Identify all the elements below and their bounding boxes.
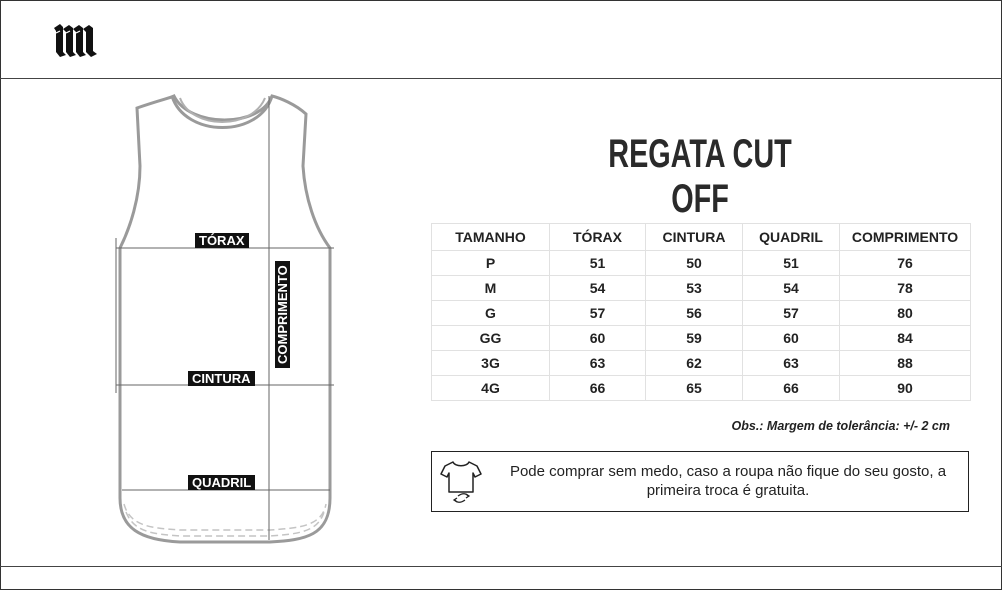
quadril-cell: 63 (743, 351, 840, 376)
torax-cell: 54 (550, 276, 646, 301)
quadril-cell: 66 (743, 376, 840, 401)
table-row (432, 301, 971, 326)
quadril-cell: 60 (743, 326, 840, 351)
header-quadril: QUADRIL (743, 224, 840, 251)
comprimento-label: COMPRIMENTO (275, 261, 290, 368)
torax-label: TÓRAX (195, 233, 249, 248)
table-row (432, 376, 971, 401)
header-comprimento: COMPRIMENTO (840, 224, 971, 251)
table-row (432, 326, 971, 351)
product-title: REGATA CUT OFF (608, 132, 792, 221)
cintura-cell: 59 (646, 326, 743, 351)
torax-cell: 57 (550, 301, 646, 326)
cintura-cell: 56 (646, 301, 743, 326)
tolerance-note: Obs.: Margem de tolerância: +/- 2 cm (731, 419, 950, 433)
cintura-cell: 50 (646, 251, 743, 276)
brand-logo (52, 22, 98, 58)
header-divider (0, 78, 1002, 79)
size-cell: G (432, 301, 550, 326)
quadril-label: QUADRIL (188, 475, 255, 490)
footer-divider (0, 566, 1002, 567)
cintura-cell: 65 (646, 376, 743, 401)
comprimento-cell: 78 (840, 276, 971, 301)
shirt-exchange-icon (440, 459, 482, 505)
header-tamanho: TAMANHO (432, 224, 550, 251)
size-table (431, 223, 971, 401)
exchange-notice-line-2: primeira troca é gratuita. (646, 482, 810, 499)
quadril-cell: 57 (743, 301, 840, 326)
comprimento-cell: 88 (840, 351, 971, 376)
table-row (432, 351, 971, 376)
quadril-cell: 54 (743, 276, 840, 301)
torax-cell: 63 (550, 351, 646, 376)
header-cintura: CINTURA (646, 224, 743, 251)
exchange-notice-text (488, 462, 968, 500)
comprimento-cell: 90 (840, 376, 971, 401)
quadril-cell: 51 (743, 251, 840, 276)
table-row (432, 276, 971, 301)
exchange-notice (431, 451, 969, 512)
exchange-notice-line-1: Pode comprar sem medo, caso a roupa não fique do seu gosto, a (509, 463, 947, 480)
comprimento-cell: 76 (840, 251, 971, 276)
comprimento-cell: 84 (840, 326, 971, 351)
torax-cell: 51 (550, 251, 646, 276)
size-cell: 4G (432, 376, 550, 401)
cintura-cell: 62 (646, 351, 743, 376)
cintura-label: CINTURA (188, 371, 255, 386)
size-cell: P (432, 251, 550, 276)
size-cell: 3G (432, 351, 550, 376)
torax-cell: 66 (550, 376, 646, 401)
size-cell: M (432, 276, 550, 301)
table-header-row (432, 224, 971, 251)
torax-cell: 60 (550, 326, 646, 351)
header-torax: TÓRAX (550, 224, 646, 251)
comprimento-cell: 80 (840, 301, 971, 326)
cintura-cell: 53 (646, 276, 743, 301)
size-cell: GG (432, 326, 550, 351)
table-row (432, 251, 971, 276)
